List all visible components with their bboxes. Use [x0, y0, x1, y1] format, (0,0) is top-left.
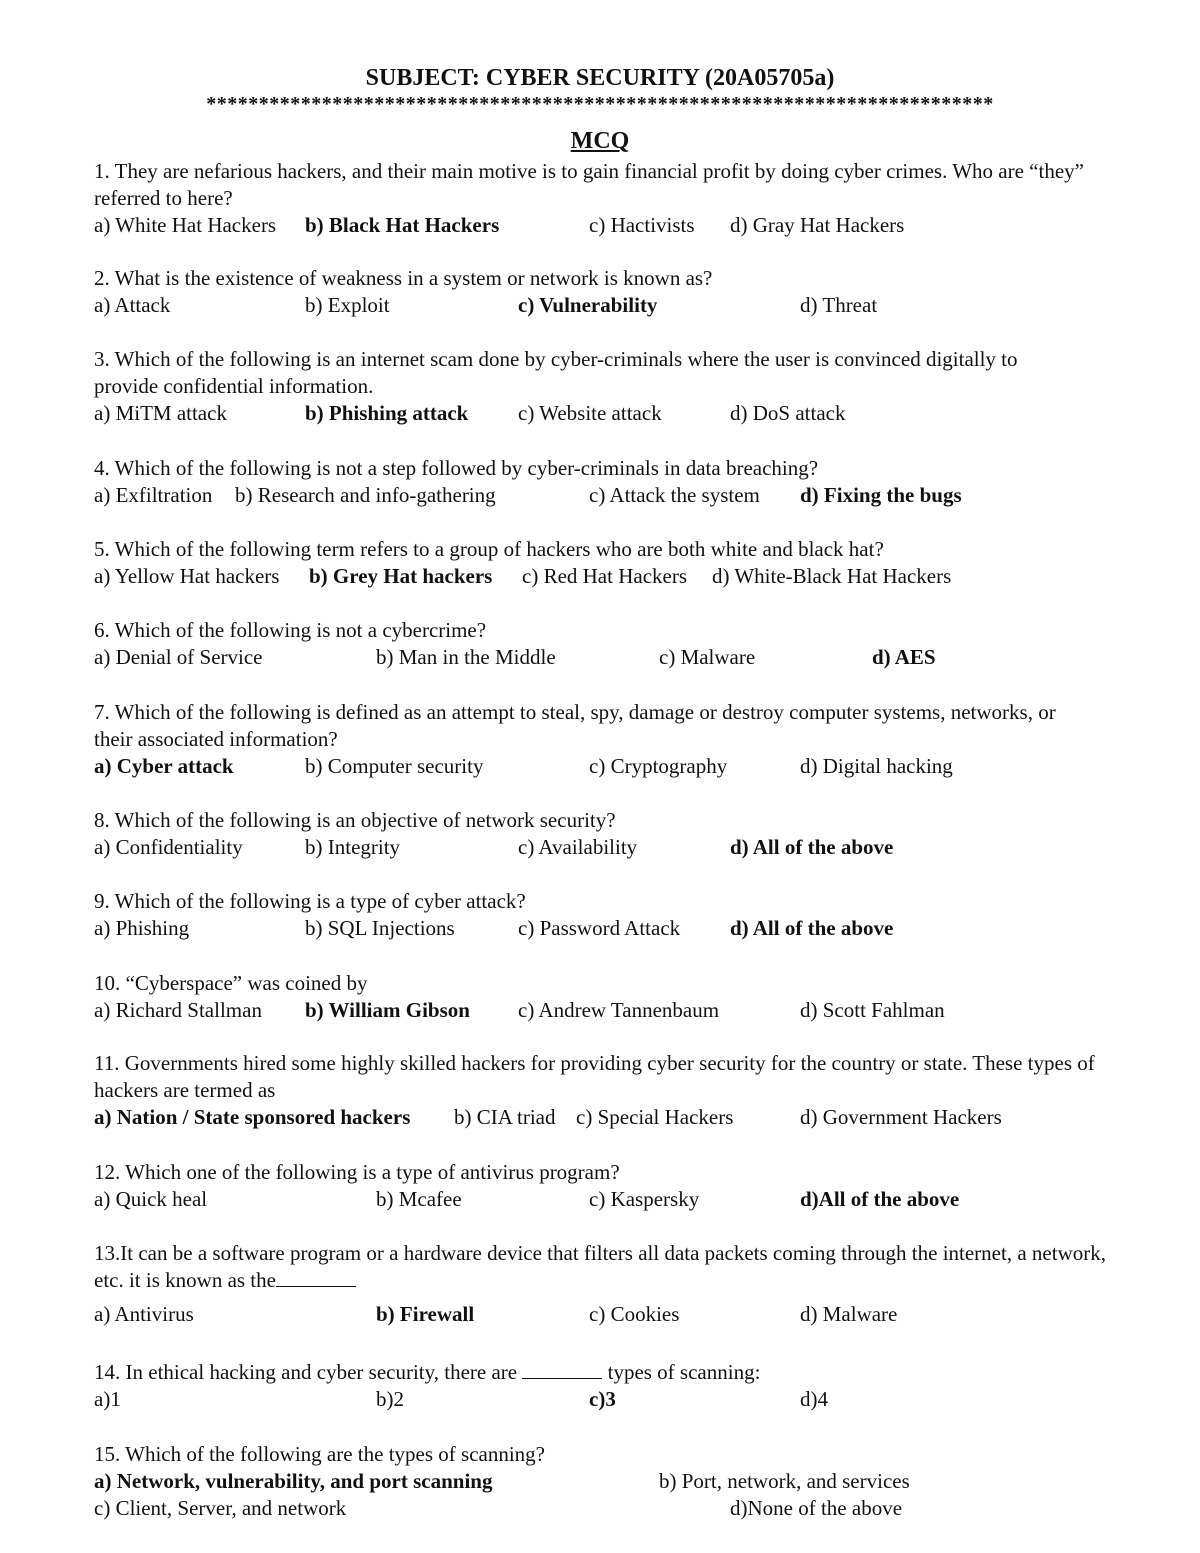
option-a: a) Denial of Service	[94, 645, 263, 669]
option-b: b) Man in the Middle	[376, 645, 556, 669]
option-d: d) Malware	[800, 1302, 898, 1326]
option-b-correct: b) Firewall	[376, 1302, 475, 1326]
option-b: b) Port, network, and services	[659, 1469, 910, 1493]
option-c: c) Red Hat Hackers	[522, 564, 688, 588]
option-c-correct: c) Vulnerability	[518, 293, 658, 317]
question-stem-text: 14. In ethical hacking and cyber security, there are	[94, 1360, 518, 1384]
options-row	[94, 1468, 1106, 1495]
options-row	[94, 1301, 1106, 1328]
options-row	[94, 1186, 1106, 1213]
option-b: b) CIA triad	[454, 1105, 556, 1129]
options-row	[94, 1104, 1106, 1131]
option-d-correct: d) All of the above	[730, 835, 894, 859]
option-d-correct: d) Fixing the bugs	[800, 483, 962, 507]
options-row	[94, 212, 1106, 239]
options-row	[94, 400, 1106, 427]
options-row	[94, 1386, 1106, 1413]
option-a-correct: a) Nation / State sponsored hackers	[94, 1105, 411, 1129]
option-c: c) Cookies	[589, 1302, 680, 1326]
options-row	[94, 563, 1106, 590]
option-b: b)2	[376, 1387, 404, 1411]
option-d: d) Gray Hat Hackers	[730, 213, 905, 237]
option-b: b) Exploit	[305, 293, 390, 317]
option-a: a) Antivirus	[94, 1302, 194, 1326]
options-row	[94, 915, 1106, 942]
question-3	[94, 346, 1106, 427]
option-c: c) Kaspersky	[589, 1187, 700, 1211]
answer-blank	[276, 1268, 356, 1287]
question-stem: 12. Which one of the following is a type of antivirus program?	[94, 1160, 620, 1184]
option-a: a) Attack	[94, 293, 171, 317]
option-a: a) MiTM attack	[94, 401, 227, 425]
option-b-correct: b) Grey Hat hackers	[309, 564, 493, 588]
question-stem: 9. Which of the following is a type of cyber attack?	[94, 889, 526, 913]
options-row	[94, 292, 1106, 319]
question-stem: 11. Governments hired some highly skilled hackers for providing cyber security for the country or state. These types of hackers are termed as	[94, 1051, 1095, 1102]
option-c: c) Website attack	[518, 401, 662, 425]
option-c: c) Malware	[659, 645, 756, 669]
option-a: a) Yellow Hat hackers	[94, 564, 280, 588]
option-c: c) Password Attack	[518, 916, 681, 940]
option-a: a) Quick heal	[94, 1187, 208, 1211]
option-c: c) Client, Server, and network	[94, 1496, 347, 1520]
option-d: d) Threat	[800, 293, 878, 317]
question-15	[94, 1441, 1106, 1522]
question-stem: 4. Which of the following is not a step followed by cyber-criminals in data breaching?	[94, 456, 819, 480]
question-13	[94, 1240, 1106, 1328]
option-a: a) Richard Stallman	[94, 998, 262, 1022]
option-c: c) Special Hackers	[576, 1105, 734, 1129]
option-d: d) Scott Fahlman	[800, 998, 945, 1022]
question-stem	[94, 1240, 1106, 1294]
option-a-correct: a) Network, vulnerability, and port scanning	[94, 1469, 493, 1493]
option-a: a) Confidentiality	[94, 835, 243, 859]
question-stem: 8. Which of the following is an objective of network security?	[94, 808, 616, 832]
question-stem: 6. Which of the following is not a cybercrime?	[94, 618, 487, 642]
question-5	[94, 536, 1106, 590]
option-a: a)1	[94, 1387, 121, 1411]
question-stem: 2. What is the existence of weakness in a system or network is known as?	[94, 266, 713, 290]
option-d: d) DoS attack	[730, 401, 846, 425]
options-row	[94, 997, 1106, 1024]
option-d: d) Digital hacking	[800, 754, 953, 778]
options-row	[94, 834, 1106, 861]
option-b: b) SQL Injections	[305, 916, 455, 940]
options-row	[94, 753, 1106, 780]
option-c: c) Availability	[518, 835, 638, 859]
option-a: a) White Hat Hackers	[94, 213, 277, 237]
option-b: b) Mcafee	[376, 1187, 462, 1211]
option-c: c) Attack the system	[589, 483, 760, 507]
option-a: a) Exfiltration	[94, 483, 213, 507]
option-d-correct: d) AES	[872, 645, 936, 669]
question-stem: 7. Which of the following is defined as an attempt to steal, spy, damage or destroy computer systems, networks, or their associated information?	[94, 700, 1056, 751]
option-a: a) Phishing	[94, 916, 190, 940]
question-stem: 3. Which of the following is an internet scam done by cyber-criminals where the user is convinced digitally to provide confidential information.	[94, 347, 1018, 398]
option-d-correct: d) All of the above	[730, 916, 894, 940]
mcq-heading: MCQ	[570, 128, 630, 154]
question-stem: 1. They are nefarious hackers, and their main motive is to gain financial profit by doing cyber crimes. Who are “they” referred to here?	[94, 159, 1084, 210]
question-9	[94, 888, 1106, 942]
star-divider: ***************************************************************************	[206, 93, 994, 115]
question-14	[94, 1359, 1106, 1413]
question-10	[94, 970, 1106, 1024]
option-d: d) Government Hackers	[800, 1105, 1002, 1129]
option-b: b) Computer security	[305, 754, 484, 778]
option-d: d)4	[800, 1387, 828, 1411]
option-d-correct: d)All of the above	[800, 1187, 960, 1211]
question-stem	[94, 1359, 1106, 1386]
question-stem: 5. Which of the following term refers to a group of hackers who are both white and black hat?	[94, 537, 884, 561]
option-b: b) Research and info-gathering	[235, 483, 496, 507]
option-a-correct: a) Cyber attack	[94, 754, 234, 778]
option-c: c) Hactivists	[589, 213, 695, 237]
option-c-correct: c)3	[589, 1387, 616, 1411]
question-6	[94, 617, 1106, 671]
option-b-correct: b) William Gibson	[305, 998, 470, 1022]
options-row	[94, 482, 1106, 509]
option-b-correct: b) Black Hat Hackers	[305, 213, 500, 237]
option-c: c) Andrew Tannenbaum	[518, 998, 720, 1022]
question-4	[94, 455, 1106, 509]
option-d: d)None of the above	[730, 1496, 903, 1520]
option-b: b) Integrity	[305, 835, 401, 859]
question-1	[94, 158, 1106, 239]
subject-title: SUBJECT: CYBER SECURITY (20A05705a)	[365, 65, 835, 91]
question-stem: 15. Which of the following are the types of scanning?	[94, 1442, 545, 1466]
options-row	[94, 1495, 1106, 1522]
question-stem: 10. “Cyberspace” was coined by	[94, 971, 368, 995]
question-2	[94, 265, 1106, 319]
answer-blank	[522, 1360, 602, 1379]
option-d: d) White-Black Hat Hackers	[712, 564, 952, 588]
option-c: c) Cryptography	[589, 754, 728, 778]
question-7	[94, 699, 1106, 780]
question-11	[94, 1050, 1106, 1131]
option-b-correct: b) Phishing attack	[305, 401, 469, 425]
question-stem-text-end: types of scanning:	[607, 1360, 761, 1384]
question-8	[94, 807, 1106, 861]
question-stem-text: 13.It can be a software program or a hardware device that filters all data packets coming through the internet, a network, etc. it is known as the	[94, 1241, 1106, 1292]
question-12	[94, 1159, 1106, 1213]
options-row	[94, 644, 1106, 671]
